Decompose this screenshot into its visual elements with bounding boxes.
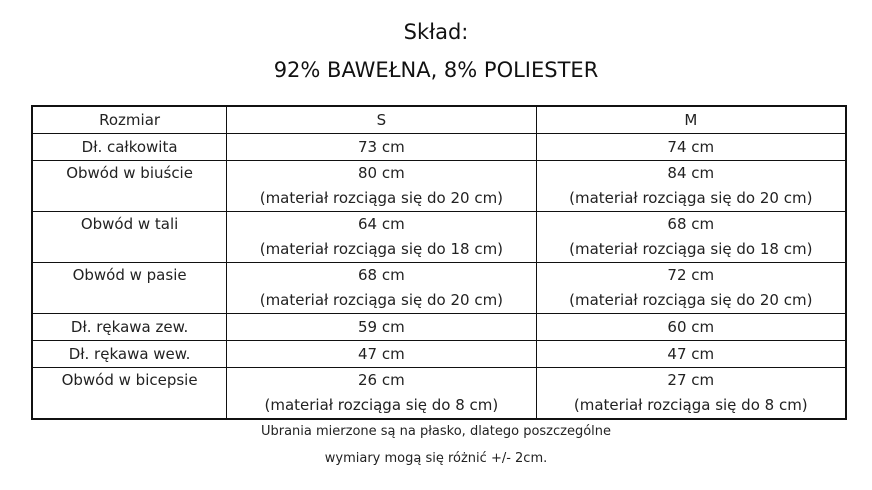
footnote-line-2: wymiary mogą się różnić +/- 2cm. <box>324 451 548 466</box>
cell-value: 26 cm <box>358 371 405 389</box>
footnote-line-1: Ubrania mierzone są na płasko, dlatego poszczególne <box>260 424 612 439</box>
cell-note: (materiał rozciąga się do 20 cm) <box>569 291 813 309</box>
cell-value: 27 cm <box>667 371 715 389</box>
cell-note: (materiał rozciąga się do 18 cm) <box>569 240 813 258</box>
composition-value: 92% BAWEŁNA, 8% POLIESTER <box>273 58 599 82</box>
row-label: Obwód w tali <box>32 212 227 263</box>
table-row <box>32 368 846 420</box>
cell-value: 80 cm <box>358 164 405 182</box>
cell-note: (materiał rozciąga się do 8 cm) <box>264 396 499 414</box>
cell-m: 47 cm <box>536 341 846 368</box>
cell-s <box>227 161 536 212</box>
cell-value: 68 cm <box>667 215 715 233</box>
column-header-m: M <box>536 106 846 134</box>
cell-m <box>536 212 846 263</box>
cell-note: (materiał rozciąga się do 18 cm) <box>259 240 504 258</box>
table-row <box>32 134 846 161</box>
composition-heading: Skład: <box>403 20 469 44</box>
row-label: Dł. rękawa zew. <box>32 314 227 341</box>
column-header-size: Rozmiar <box>32 106 227 134</box>
cell-m <box>536 368 846 420</box>
cell-value: 72 cm <box>667 266 715 284</box>
column-header-s: S <box>227 106 536 134</box>
cell-m <box>536 161 846 212</box>
cell-note: (materiał rozciąga się do 20 cm) <box>569 189 813 207</box>
cell-s: 47 cm <box>227 341 536 368</box>
size-table <box>31 105 847 420</box>
cell-note: (materiał rozciąga się do 20 cm) <box>259 291 504 309</box>
row-label: Dł. całkowita <box>32 134 227 161</box>
row-label: Obwód w pasie <box>32 263 227 314</box>
cell-s <box>227 263 536 314</box>
cell-s: 73 cm <box>227 134 536 161</box>
table-header-row <box>32 106 846 134</box>
cell-m <box>536 263 846 314</box>
cell-s <box>227 368 536 420</box>
cell-value: 64 cm <box>358 215 405 233</box>
cell-s <box>227 212 536 263</box>
table-row <box>32 341 846 368</box>
cell-value: 68 cm <box>358 266 405 284</box>
row-label: Obwód w biuście <box>32 161 227 212</box>
cell-value: 84 cm <box>667 164 715 182</box>
table-row <box>32 263 846 314</box>
row-label: Obwód w bicepsie <box>32 368 227 420</box>
table-row <box>32 212 846 263</box>
table-row <box>32 161 846 212</box>
cell-note: (materiał rozciąga się do 8 cm) <box>573 396 808 414</box>
cell-s: 59 cm <box>227 314 536 341</box>
cell-m: 60 cm <box>536 314 846 341</box>
cell-m: 74 cm <box>536 134 846 161</box>
table-row <box>32 314 846 341</box>
cell-note: (materiał rozciąga się do 20 cm) <box>259 189 504 207</box>
row-label: Dł. rękawa wew. <box>32 341 227 368</box>
